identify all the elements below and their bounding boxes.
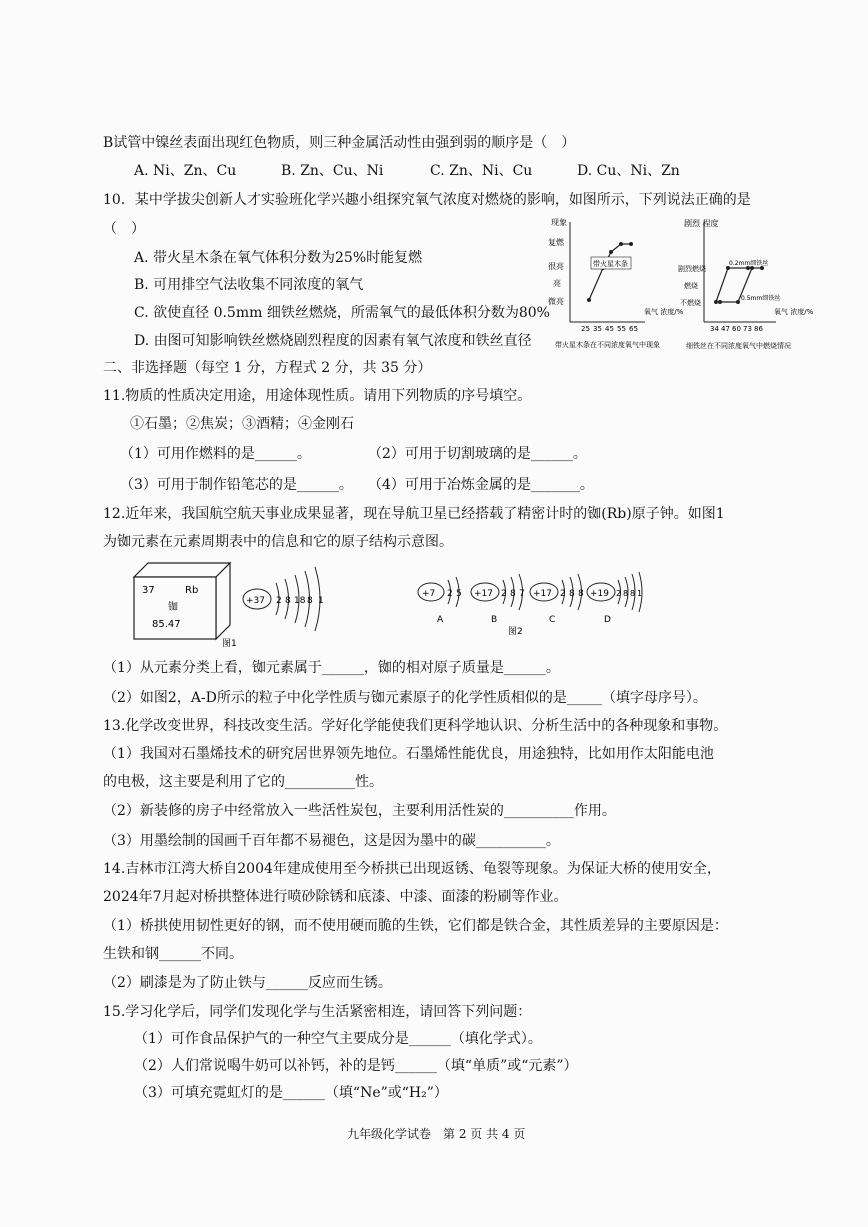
q10-option-a: A. 带火星木条在氧气体积分数为25%时能复燃 bbox=[134, 250, 423, 266]
chart1-level-1: 很亮 bbox=[548, 262, 564, 271]
chart2-level-2: 不燃烧 bbox=[680, 299, 701, 307]
section-heading: 二、非选择题（每空 1 分，方程式 2 分，共 35 分） bbox=[103, 360, 432, 376]
q14-sub1-b: 生铁和钢______不同。 bbox=[103, 946, 243, 962]
svg-text:8: 8 bbox=[630, 589, 636, 598]
particle-b-nucleus: +17 bbox=[474, 589, 493, 599]
element-number: 37 bbox=[142, 585, 155, 596]
svg-text:2: 2 bbox=[616, 589, 622, 598]
particle-c-label: C bbox=[549, 615, 556, 625]
q9-option-d: D. Cu、Ni、Zn bbox=[577, 163, 680, 179]
svg-text:8: 8 bbox=[578, 589, 584, 599]
chart1-level-0: 复燃 bbox=[548, 238, 564, 247]
q13-sub2: （2）新装修的房子中经常放入一些活性炭包，主要利用活性炭的__________作用。 bbox=[103, 803, 616, 819]
chart2-xtick: 60 bbox=[732, 325, 741, 333]
q13-sub1-a: （1）我国对石墨烯技术的研究居世界领先地位。石墨烯性能优良，用途独特，比如用作太阳能电池 bbox=[103, 746, 714, 762]
particle-b-label: B bbox=[491, 615, 498, 625]
particle-d-nucleus: +19 bbox=[590, 589, 609, 599]
figure-1 bbox=[130, 557, 330, 649]
chart2-level-0: 剧烈燃烧 bbox=[678, 265, 706, 273]
chart1-xlabel: 氧气 浓度/% bbox=[644, 308, 684, 316]
particle-a-label: A bbox=[437, 615, 444, 625]
chart1-series-label: 带火星木条 bbox=[593, 260, 628, 268]
q12-sub2: （2）如图2，A-D所示的粒子中化学性质与铷元素原子的化学性质相似的是_____（填字母序号）。 bbox=[103, 690, 707, 706]
oxygen-splint-chart bbox=[545, 214, 684, 354]
chart1-caption: 带火星木条在不同浓度氧气中现象 bbox=[555, 341, 660, 349]
chart2-caption: 细铁丝在不同浓度氧气中燃烧情况 bbox=[686, 342, 791, 350]
q11-items: ①石墨；②焦炭；③酒精；④金刚石 bbox=[130, 416, 354, 432]
chart1-point bbox=[629, 242, 633, 246]
q12-stem-2: 为铷元素在元素周期表中的信息和它的原子结构示意图。 bbox=[103, 534, 453, 550]
rb-shell: 2 bbox=[276, 596, 282, 606]
chart2-xtick: 34 bbox=[710, 325, 719, 333]
element-mass: 85.47 bbox=[152, 619, 181, 630]
chart1-point bbox=[619, 242, 623, 246]
q9-option-c: C. Zn、Ni、Cu bbox=[430, 163, 533, 179]
figure-2 bbox=[415, 572, 645, 638]
q10-paren: （ ） bbox=[103, 221, 145, 237]
page-footer: 九年级化学试卷 第 2 页 共 4 页 bbox=[347, 1127, 526, 1141]
particle-c-nucleus: +17 bbox=[533, 589, 552, 599]
svg-text:8: 8 bbox=[623, 589, 629, 598]
svg-text:2: 2 bbox=[501, 589, 507, 599]
iron-wire-chart bbox=[676, 214, 814, 356]
q13-sub3: （3）用墨绘制的国画千百年都不易褪色，这是因为墨中的碳__________。 bbox=[103, 833, 560, 849]
chart2-xtick: 86 bbox=[754, 325, 763, 333]
rb-shell: 1 bbox=[318, 596, 324, 606]
chart1-xtick: 45 bbox=[605, 325, 614, 333]
chart2-series1-label: 0.2mm细铁丝 bbox=[729, 260, 769, 267]
chart1-xtick: 55 bbox=[617, 325, 626, 333]
q12-stem-1: 12.近年来，我国航空航天事业成果显著，现在导航卫星已经搭载了精密计时的铷(Rb)原子钟。如图1 bbox=[103, 506, 725, 522]
particle-d-label: D bbox=[604, 615, 611, 625]
svg-text:8: 8 bbox=[569, 589, 575, 599]
q15-sub3: （3）可填充霓虹灯的是______（填“Ne”或“H₂”） bbox=[134, 1085, 448, 1101]
chart2-ylabel: 剧烈 程度 bbox=[684, 219, 719, 228]
q15-sub2: （2）人们常说喝牛奶可以补钙，补的是钙______（填“单质”或“元素”） bbox=[134, 1058, 578, 1074]
rb-shell: 8 bbox=[285, 596, 291, 606]
q11-sub2: （2）可用于切割玻璃的是______。 bbox=[368, 446, 587, 462]
rb-shell: 18 bbox=[294, 596, 306, 606]
svg-text:2: 2 bbox=[447, 589, 453, 599]
rb-nucleus: +37 bbox=[246, 596, 265, 606]
q11-stem: 11.物质的性质决定用途，用途体现性质。请用下列物质的序号填空。 bbox=[103, 388, 532, 404]
q14-sub2: （2）刷漆是为了防止铁与______反应而生锈。 bbox=[103, 975, 392, 991]
q13-stem: 13.化学改变世界，科技改变生活。学好化学能使我们更科学地认识、分析生活中的各种现象和事物。 bbox=[103, 718, 728, 734]
svg-text:2: 2 bbox=[560, 589, 566, 599]
q11-sub1: （1）可用作燃料的是______。 bbox=[120, 446, 311, 462]
q10-option-d: D. 由图可知影响铁丝燃烧剧烈程度的因素有氧气浓度和铁丝直径 bbox=[134, 333, 532, 349]
chart2-series2-label: 0.5mm细铁丝 bbox=[741, 295, 781, 302]
chart1-level-3: 微亮 bbox=[548, 297, 564, 306]
q11-sub4: （4）可用于冶炼金属的是_______。 bbox=[368, 477, 594, 493]
q9-option-b: B. Zn、Cu、Ni bbox=[281, 163, 384, 179]
chart1-level-2: 亮 bbox=[553, 279, 561, 288]
rb-shell: 8 bbox=[307, 596, 313, 606]
particle-a-nucleus: +7 bbox=[422, 589, 436, 599]
svg-text:5: 5 bbox=[456, 589, 462, 599]
q10-option-c: C. 欲使直径 0.5mm 细铁丝燃烧，所需氧气的最低体积分数为80% bbox=[134, 305, 550, 321]
q14-stem-2: 2024年7月起对桥拱整体进行喷砂除锈和底漆、中漆、面漆的粉刷等作业。 bbox=[103, 889, 568, 905]
svg-text:8: 8 bbox=[510, 589, 516, 599]
chart2-xtick: 47 bbox=[721, 325, 730, 333]
q11-sub3: （3）可用于制作铅笔芯的是______。 bbox=[120, 477, 353, 493]
q9-line: B试管中镍丝表面出现红色物质，则三种金属活动性由强到弱的顺序是（ ） bbox=[103, 135, 576, 151]
svg-text:1: 1 bbox=[637, 589, 643, 598]
fig1-label: 图1 bbox=[222, 639, 237, 649]
svg-text:7: 7 bbox=[519, 589, 525, 599]
chart2-xlabel: 氧气 浓度/% bbox=[774, 308, 814, 316]
q14-sub1-a: （1）桥拱使用韧性更好的钢，而不使用硬而脆的生铁，它们都是铁合金，其性质差异的主要原因是： bbox=[103, 918, 728, 934]
chart1-ylabel: 现象 bbox=[551, 218, 567, 227]
q15-sub1: （1）可作食品保护气的一种空气主要成分是______（填化学式）。 bbox=[134, 1031, 542, 1047]
q10-stem: 10．某中学拔尖创新人才实验班化学兴趣小组探究氧气浓度对燃烧的影响，如图所示，下列说法正确的是 bbox=[103, 192, 751, 208]
chart1-point bbox=[609, 250, 613, 254]
chart1-point bbox=[587, 298, 591, 302]
q9-option-a: A. Ni、Zn、Cu bbox=[134, 163, 237, 179]
q10-option-b: B. 可用排空气法收集不同浓度的氧气 bbox=[134, 277, 364, 293]
chart2-xtick: 73 bbox=[743, 325, 752, 333]
chart1-xtick: 35 bbox=[593, 325, 602, 333]
fig2-label: 图2 bbox=[508, 627, 523, 637]
q14-stem-1: 14.吉林市江湾大桥自2004年建成使用至今桥拱已出现返锈、龟裂等现象。为保证大桥的使用安全， bbox=[103, 861, 721, 877]
element-name: 铷 bbox=[168, 602, 178, 613]
q15-stem: 15.学习化学后，同学们发现化学与生活紧密相连，请回答下列问题： bbox=[103, 1004, 532, 1020]
chart2-level-1: 燃烧 bbox=[684, 282, 698, 290]
element-symbol: Rb bbox=[185, 585, 199, 596]
chart1-xtick: 65 bbox=[629, 325, 638, 333]
q12-sub1: （1）从元素分类上看，铷元素属于______，铷的相对原子质量是______。 bbox=[103, 660, 560, 676]
q13-sub1-b: 的电极，这主要是利用了它的__________性。 bbox=[103, 774, 383, 790]
chart1-xtick: 25 bbox=[581, 325, 590, 333]
